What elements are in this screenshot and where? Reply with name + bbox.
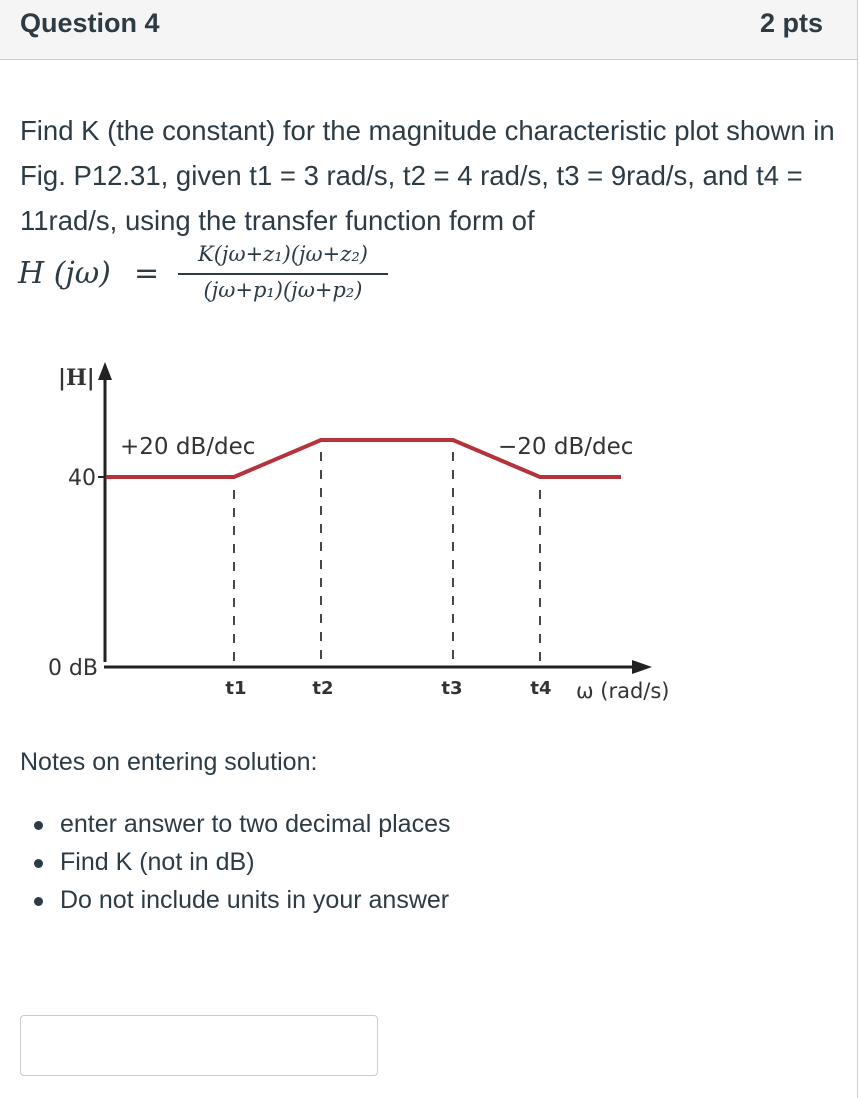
x-axis-arrow <box>632 660 652 674</box>
formula-lhs: H (jω) <box>18 256 111 291</box>
y-axis-arrow <box>98 362 112 380</box>
note-item: enter answer to two decimal places <box>28 806 450 844</box>
question-header <box>0 0 858 60</box>
magnitude-plot <box>0 340 860 740</box>
fraction-bar <box>178 273 388 275</box>
notes-list <box>28 806 450 920</box>
formula-equals: = <box>134 256 160 291</box>
level-40-label: 40 <box>68 466 96 491</box>
formula-numerator: K(jω+z₁)(jω+z₂) <box>198 242 368 266</box>
tick-label-t3: t3 <box>441 678 463 699</box>
level-0-label: 0 dB <box>47 656 98 681</box>
slope-up-label: +20 dB/dec <box>120 434 256 460</box>
question-text: Find K (the constant) for the magnitude characteristic plot shown in Fig. P12.31, given t1 = 3 rad/s, t2 = 4 rad/s, t3 = 9rad/s, and t4 = 11rad/s, using the transfer function form of <box>20 115 835 236</box>
note-item: Do not include units in your answer <box>28 882 450 920</box>
tick-label-t2: t2 <box>312 678 334 699</box>
transfer-function-formula <box>18 242 438 312</box>
slope-down-label: −20 dB/dec <box>498 434 634 460</box>
question-title: Question 4 <box>20 8 160 38</box>
note-item: Find K (not in dB) <box>28 844 450 882</box>
tick-label-t1: t1 <box>225 678 247 699</box>
y-axis-label: |H| <box>58 365 95 391</box>
x-axis-label: ω (rad/s) <box>576 679 670 703</box>
magnitude-plot-figure <box>0 340 860 740</box>
answer-input[interactable] <box>20 1015 378 1076</box>
notes-heading: Notes on entering solution: <box>20 748 318 776</box>
formula-denominator: (jω+p₁)(jω+p₂) <box>203 278 363 302</box>
tick-label-t4: t4 <box>530 678 552 699</box>
question-points: 2 pts <box>759 8 823 38</box>
